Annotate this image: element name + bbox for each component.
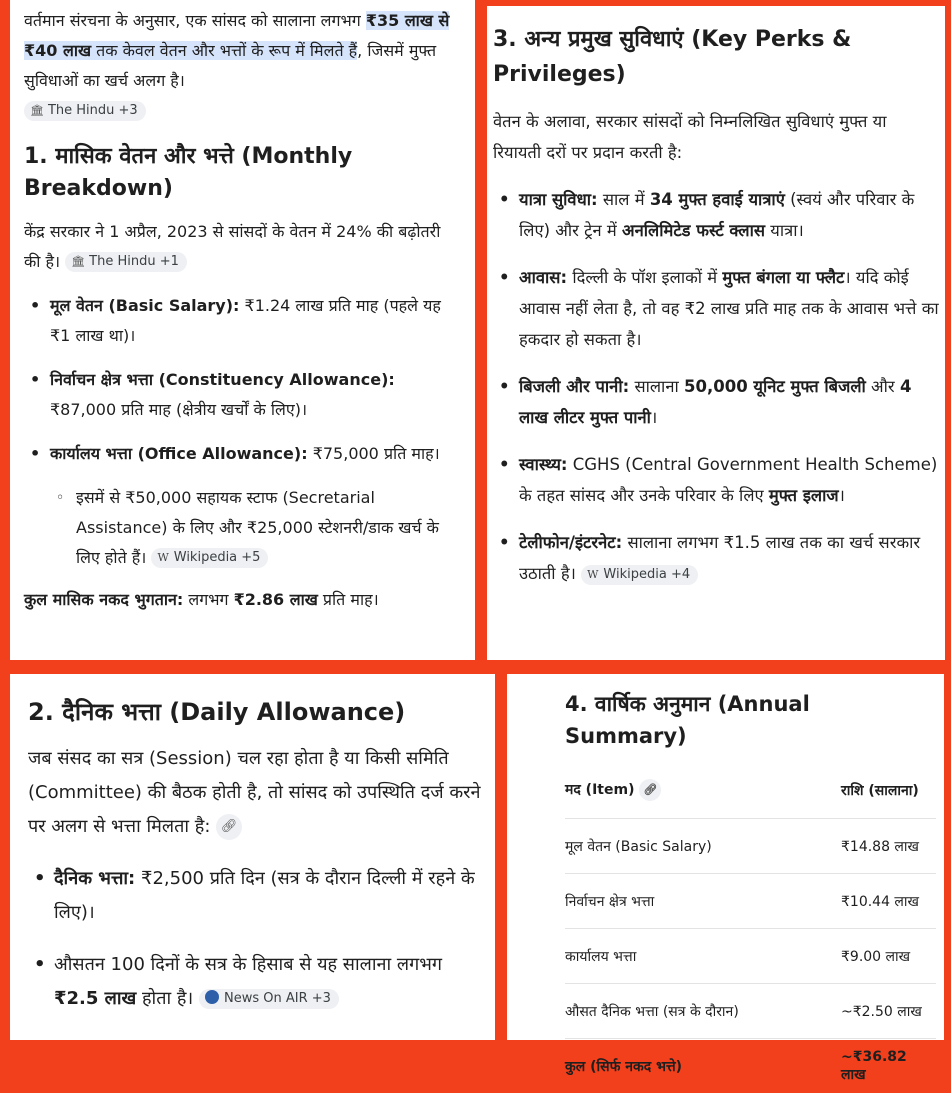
chip-label: The Hindu +3 bbox=[48, 103, 138, 118]
daily-list bbox=[28, 862, 483, 1016]
cell-amount: ~₹2.50 लाख bbox=[841, 984, 936, 1039]
item-text: CGHS (Central Government Health Scheme) के तहत सांसद और उनके परिवार के लिए bbox=[519, 455, 937, 505]
item-text: और bbox=[866, 377, 900, 396]
perks-list bbox=[493, 184, 939, 589]
chip-label: News On AIR +3 bbox=[224, 991, 331, 1006]
daily-intro-text: जब संसद का सत्र (Session) चल रहा होता है या किसी समिति (Committee) की बैठक होती है, तो सांसद को उपस्थिति दर्ज करने पर अलग से भत्ता मिलता है: bbox=[28, 748, 481, 837]
item-text: सालाना लगभग ₹1.5 लाख तक का खर्च सरकार उठाती है। bbox=[519, 533, 920, 583]
perks-intro: वेतन के अलावा, सरकार सांसदों को निम्नलिखित सुविधाएं मुफ्त या रियायती दरों पर प्रदान करती है: bbox=[493, 106, 939, 168]
table-row bbox=[565, 929, 936, 984]
section-heading-perks: 3. अन्य प्रमुख सुविधाएं (Key Perks & Privileges) bbox=[493, 22, 939, 92]
item-text: औसतन 100 दिनों के सत्र के हिसाब से यह सालाना लगभग bbox=[54, 954, 442, 975]
item-label: टेलीफोन/इंटरनेट: bbox=[519, 533, 622, 552]
item-text: यात्रा। bbox=[765, 221, 804, 240]
item-label: निर्वाचन क्षेत्र भत्ता (Constituency Allowance): bbox=[50, 370, 395, 389]
item-bold: 4 लाख लीटर मुफ्त पानी bbox=[519, 377, 911, 427]
chip-label: Wikipedia +5 bbox=[174, 550, 261, 565]
intro-paragraph bbox=[24, 6, 461, 96]
source-chip-the-hindu[interactable] bbox=[24, 101, 146, 121]
list-item bbox=[24, 291, 461, 351]
cell-item: कार्यालय भत्ता bbox=[565, 929, 841, 984]
table-row bbox=[565, 874, 936, 929]
item-text: होता है। bbox=[136, 988, 193, 1009]
item-text: ₹2,500 प्रति दिन (सत्र के दौरान दिल्ली में रहने के लिए)। bbox=[54, 868, 475, 923]
item-label: बिजली और पानी: bbox=[519, 377, 629, 396]
section-heading-annual: 4. वार्षिक अनुमान (Annual Summary) bbox=[565, 688, 936, 752]
cell-amount: ₹10.44 लाख bbox=[841, 874, 936, 929]
link-icon[interactable]: 🔗︎ bbox=[639, 779, 661, 801]
source-chip-news-on-air[interactable] bbox=[199, 989, 339, 1009]
monthly-breakdown-panel bbox=[10, 0, 475, 660]
cell-amount: ₹9.00 लाख bbox=[841, 929, 936, 984]
intro-text: वर्तमान संरचना के अनुसार, एक सांसद को सालाना लगभग bbox=[24, 11, 361, 30]
table-row bbox=[565, 819, 936, 874]
item-label: मूल वेतन (Basic Salary): bbox=[50, 296, 239, 315]
sub-list-item bbox=[24, 483, 461, 573]
column-header-item bbox=[565, 762, 841, 819]
daily-allowance-panel bbox=[10, 674, 495, 1040]
list-item bbox=[28, 862, 483, 930]
total-value: ₹2.86 लाख bbox=[234, 590, 318, 609]
table-header-row bbox=[565, 762, 936, 819]
chip-label: The Hindu +1 bbox=[89, 254, 179, 269]
item-label: आवास: bbox=[519, 268, 567, 287]
cell-item: मूल वेतन (Basic Salary) bbox=[565, 819, 841, 874]
item-text: (स्वयं और परिवार के लिए) और ट्रेन में bbox=[519, 190, 914, 240]
item-label: यात्रा सुविधा: bbox=[519, 190, 598, 209]
table-total-row bbox=[565, 1039, 936, 1093]
list-item-telecom bbox=[493, 527, 939, 589]
salary-range: ₹35 लाख से ₹40 लाख bbox=[24, 11, 449, 60]
item-text: ₹1.24 लाख प्रति माह (पहले यह ₹1 लाख था)। bbox=[50, 296, 441, 345]
item-text: । bbox=[651, 408, 657, 427]
link-icon[interactable]: 🔗︎ bbox=[216, 814, 242, 840]
column-header-amount: राशि (सालाना) bbox=[841, 762, 936, 819]
list-item bbox=[28, 948, 483, 1016]
daily-intro bbox=[28, 742, 483, 844]
item-bold: 34 मुफ्त हवाई यात्राएं bbox=[650, 190, 785, 209]
item-label: कार्यालय भत्ता (Office Allowance): bbox=[50, 444, 308, 463]
chip-label: Wikipedia +4 bbox=[603, 567, 690, 582]
item-text: साल में bbox=[598, 190, 650, 209]
cell-amount: ₹14.88 लाख bbox=[841, 819, 936, 874]
item-text: ₹87,000 प्रति माह (क्षेत्रीय खर्चों के लिए)। bbox=[50, 400, 307, 419]
sub-item-text: इसमें से ₹50,000 सहायक स्टाफ (Secretarial Assistance) के लिए और ₹25,000 स्टेशनरी/डाक खर्च के लिए होते हैं। bbox=[76, 488, 439, 567]
table-row bbox=[565, 984, 936, 1039]
list-item-travel bbox=[493, 184, 939, 246]
section-heading-daily: 2. दैनिक भत्ता (Daily Allowance) bbox=[28, 696, 483, 728]
news-on-air-icon bbox=[205, 990, 219, 1004]
intro-text-end: , जिसमें मुफ्त सुविधाओं का खर्च अलग है। bbox=[24, 41, 436, 90]
item-label: स्वास्थ्य: bbox=[519, 455, 568, 474]
item-text: ₹75,000 प्रति माह। bbox=[308, 444, 440, 463]
item-text: । यदि कोई आवास नहीं लेता है, तो वह ₹2 लाख प्रति माह तक के आवास भत्ते का हकदार हो सकता है। bbox=[519, 268, 939, 349]
item-text: दिल्ली के पॉश इलाकों में bbox=[567, 268, 722, 287]
header-label: मद (Item) bbox=[565, 782, 634, 798]
section-paragraph bbox=[24, 217, 461, 277]
total-pre: लगभग bbox=[183, 590, 233, 609]
highlighted-rest: तक केवल वेतन और भत्तों के रूप में मिलते हैं bbox=[91, 41, 357, 60]
monthly-total bbox=[24, 585, 461, 615]
total-label: कुल मासिक नकद भुगतान: bbox=[24, 590, 183, 609]
cell-amount: ~₹36.82 लाख bbox=[841, 1039, 936, 1093]
allowance-list bbox=[24, 291, 461, 573]
item-bold: अनलिमिटेड फर्स्ट क्लास bbox=[622, 221, 765, 240]
source-chip-wikipedia[interactable] bbox=[151, 548, 268, 568]
newspaper-icon: 🏛︎ bbox=[71, 252, 85, 272]
list-item-health bbox=[493, 449, 939, 511]
para-text: केंद्र सरकार ने 1 अप्रैल, 2023 से सांसदों के वेतन में 24% की बढ़ोतरी की है। bbox=[24, 222, 440, 271]
section-heading-monthly: 1. मासिक वेतन और भत्ते (Monthly Breakdown) bbox=[24, 141, 461, 205]
cell-item: निर्वाचन क्षेत्र भत्ता bbox=[565, 874, 841, 929]
list-item-utilities bbox=[493, 371, 939, 433]
total-post: प्रति माह। bbox=[318, 590, 379, 609]
source-chip-the-hindu[interactable] bbox=[65, 252, 187, 272]
list-item bbox=[24, 439, 461, 469]
wikipedia-icon: W bbox=[587, 565, 598, 585]
wikipedia-icon: W bbox=[157, 548, 168, 568]
item-bold: मुफ्त इलाज bbox=[769, 486, 839, 505]
item-label: दैनिक भत्ता: bbox=[54, 868, 135, 889]
item-bold: मुफ्त बंगला या फ्लैट bbox=[722, 268, 844, 287]
cell-item: कुल (सिर्फ नकद भत्ते) bbox=[565, 1039, 841, 1093]
list-item bbox=[24, 365, 461, 425]
newspaper-icon: 🏛︎ bbox=[30, 101, 44, 121]
key-perks-panel bbox=[487, 6, 945, 660]
cell-item: औसत दैनिक भत्ता (सत्र के दौरान) bbox=[565, 984, 841, 1039]
item-bold: 50,000 यूनिट मुफ्त बिजली bbox=[684, 377, 866, 396]
item-text: सालाना bbox=[629, 377, 684, 396]
source-chip-wikipedia[interactable] bbox=[581, 565, 698, 585]
item-text: । bbox=[839, 486, 845, 505]
annual-summary-table bbox=[565, 762, 936, 1093]
list-item-housing bbox=[493, 262, 939, 355]
item-bold: ₹2.5 लाख bbox=[54, 988, 136, 1009]
annual-summary-panel bbox=[507, 674, 944, 1040]
